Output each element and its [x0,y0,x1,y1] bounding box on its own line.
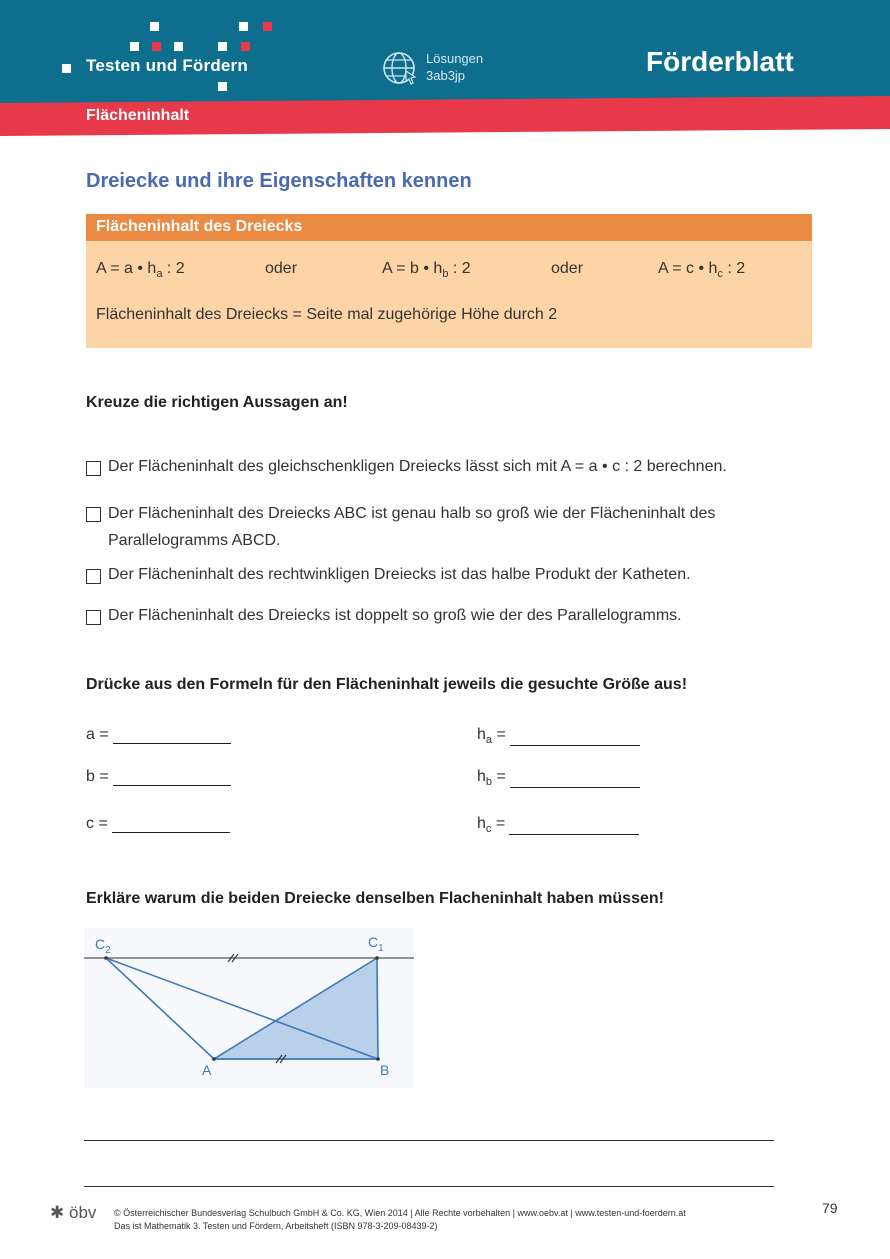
point-c1 [375,956,379,960]
answer-blank-ha[interactable] [510,729,640,746]
formula-or-1: oder [265,260,298,277]
answer-line-1[interactable] [84,1140,774,1141]
label-c2: $C_2$ [95,936,111,956]
statement-3-checkbox[interactable] [86,569,101,584]
formula-b: A = b • $h_b$ : 2 [382,260,471,281]
expr-c: c = [86,815,230,833]
label-c1: $C_1$ [368,934,384,954]
formula-c: A = c • $h_c$ : 2 [658,260,746,281]
task2-instruction: Drücke aus den Formeln für den Flächeninhalt jeweils die gesuchte Größe aus! [86,676,688,693]
expr-b: b = [86,768,231,786]
triangle-figure [84,928,414,1088]
point-c2 [104,956,108,960]
statement-1-checkbox[interactable] [86,461,101,476]
expr-a: a = [86,726,231,744]
solutions-label[interactable]: Lösungen [426,51,484,66]
brand-name: Testen und Fördern [86,56,248,75]
answer-blank-a[interactable] [113,727,231,744]
point-b [376,1057,380,1061]
statement-4 [86,607,816,625]
footer-isbn: Das ist Mathematik 3. Testen und Fördern, Arbeitsheft (ISBN 978-3-209-08439-2) [114,1221,438,1231]
formula-a: A = a • $h_a$ : 2 [96,260,185,281]
statement-3-text: Der Flächeninhalt des rechtwinkligen Dreiecks ist das halbe Produkt der Katheten. [108,566,691,583]
formula-or-2: oder [551,260,584,277]
formula-description: Flächeninhalt des Dreiecks = Seite mal zugehörige Höhe durch 2 [96,306,558,323]
formula-box-title: Flächeninhalt des Dreiecks [96,218,303,235]
solutions-code[interactable]: 3ab3jp [426,68,466,83]
point-a [212,1057,216,1061]
expr-hc: $h_c$ = [477,815,639,835]
statement-3 [86,566,816,584]
statement-2-text: Der Flächeninhalt des Dreiecks ABC ist genau halb so groß wie der Flächeninhalt des Parallelogramms ABCD. [108,505,716,549]
section-label: Flächeninhalt [86,107,190,124]
publisher-logo: ✱ öbv [50,1203,97,1222]
task1-instruction: Kreuze die richtigen Aussagen an! [86,394,348,411]
footer-copyright: © Österreichischer Bundesverlag Schulbuch GmbH & Co. KG, Wien 2014 | Alle Rechte vorbehalten | www.oebv.at | www.testen-und-foerdern.at [114,1208,686,1218]
publisher-star-icon: ✱ [50,1203,65,1222]
answer-line-2[interactable] [84,1186,774,1187]
answer-blank-hb[interactable] [510,771,640,788]
globe-icon[interactable] [382,51,418,87]
statement-1-text: Der Flächeninhalt des gleichschenkligen Dreiecks lässt sich mit A = a • c : 2 berechnen. [108,458,727,475]
label-a: A [202,1062,212,1078]
answer-blank-hc[interactable] [509,818,639,835]
page-number: 79 [822,1200,838,1216]
statement-4-checkbox[interactable] [86,610,101,625]
statement-4-text: Der Flächeninhalt des Dreiecks ist doppelt so groß wie der des Parallelogramms. [108,607,682,624]
document-type: Förderblatt [646,46,794,77]
label-b: B [380,1062,390,1078]
expr-hb: $h_b$ = [477,768,640,788]
answer-blank-b[interactable] [113,769,231,786]
page-title: Dreiecke und ihre Eigenschaften kennen [86,170,472,192]
expr-ha: $h_a$ = [477,726,640,746]
statement-2 [86,500,798,554]
task3-instruction: Erkläre warum die beiden Dreiecke denselben Flacheninhalt haben müssen! [86,890,664,907]
statement-2-checkbox[interactable] [86,507,101,522]
statement-1 [86,458,816,476]
answer-blank-c[interactable] [112,816,230,833]
